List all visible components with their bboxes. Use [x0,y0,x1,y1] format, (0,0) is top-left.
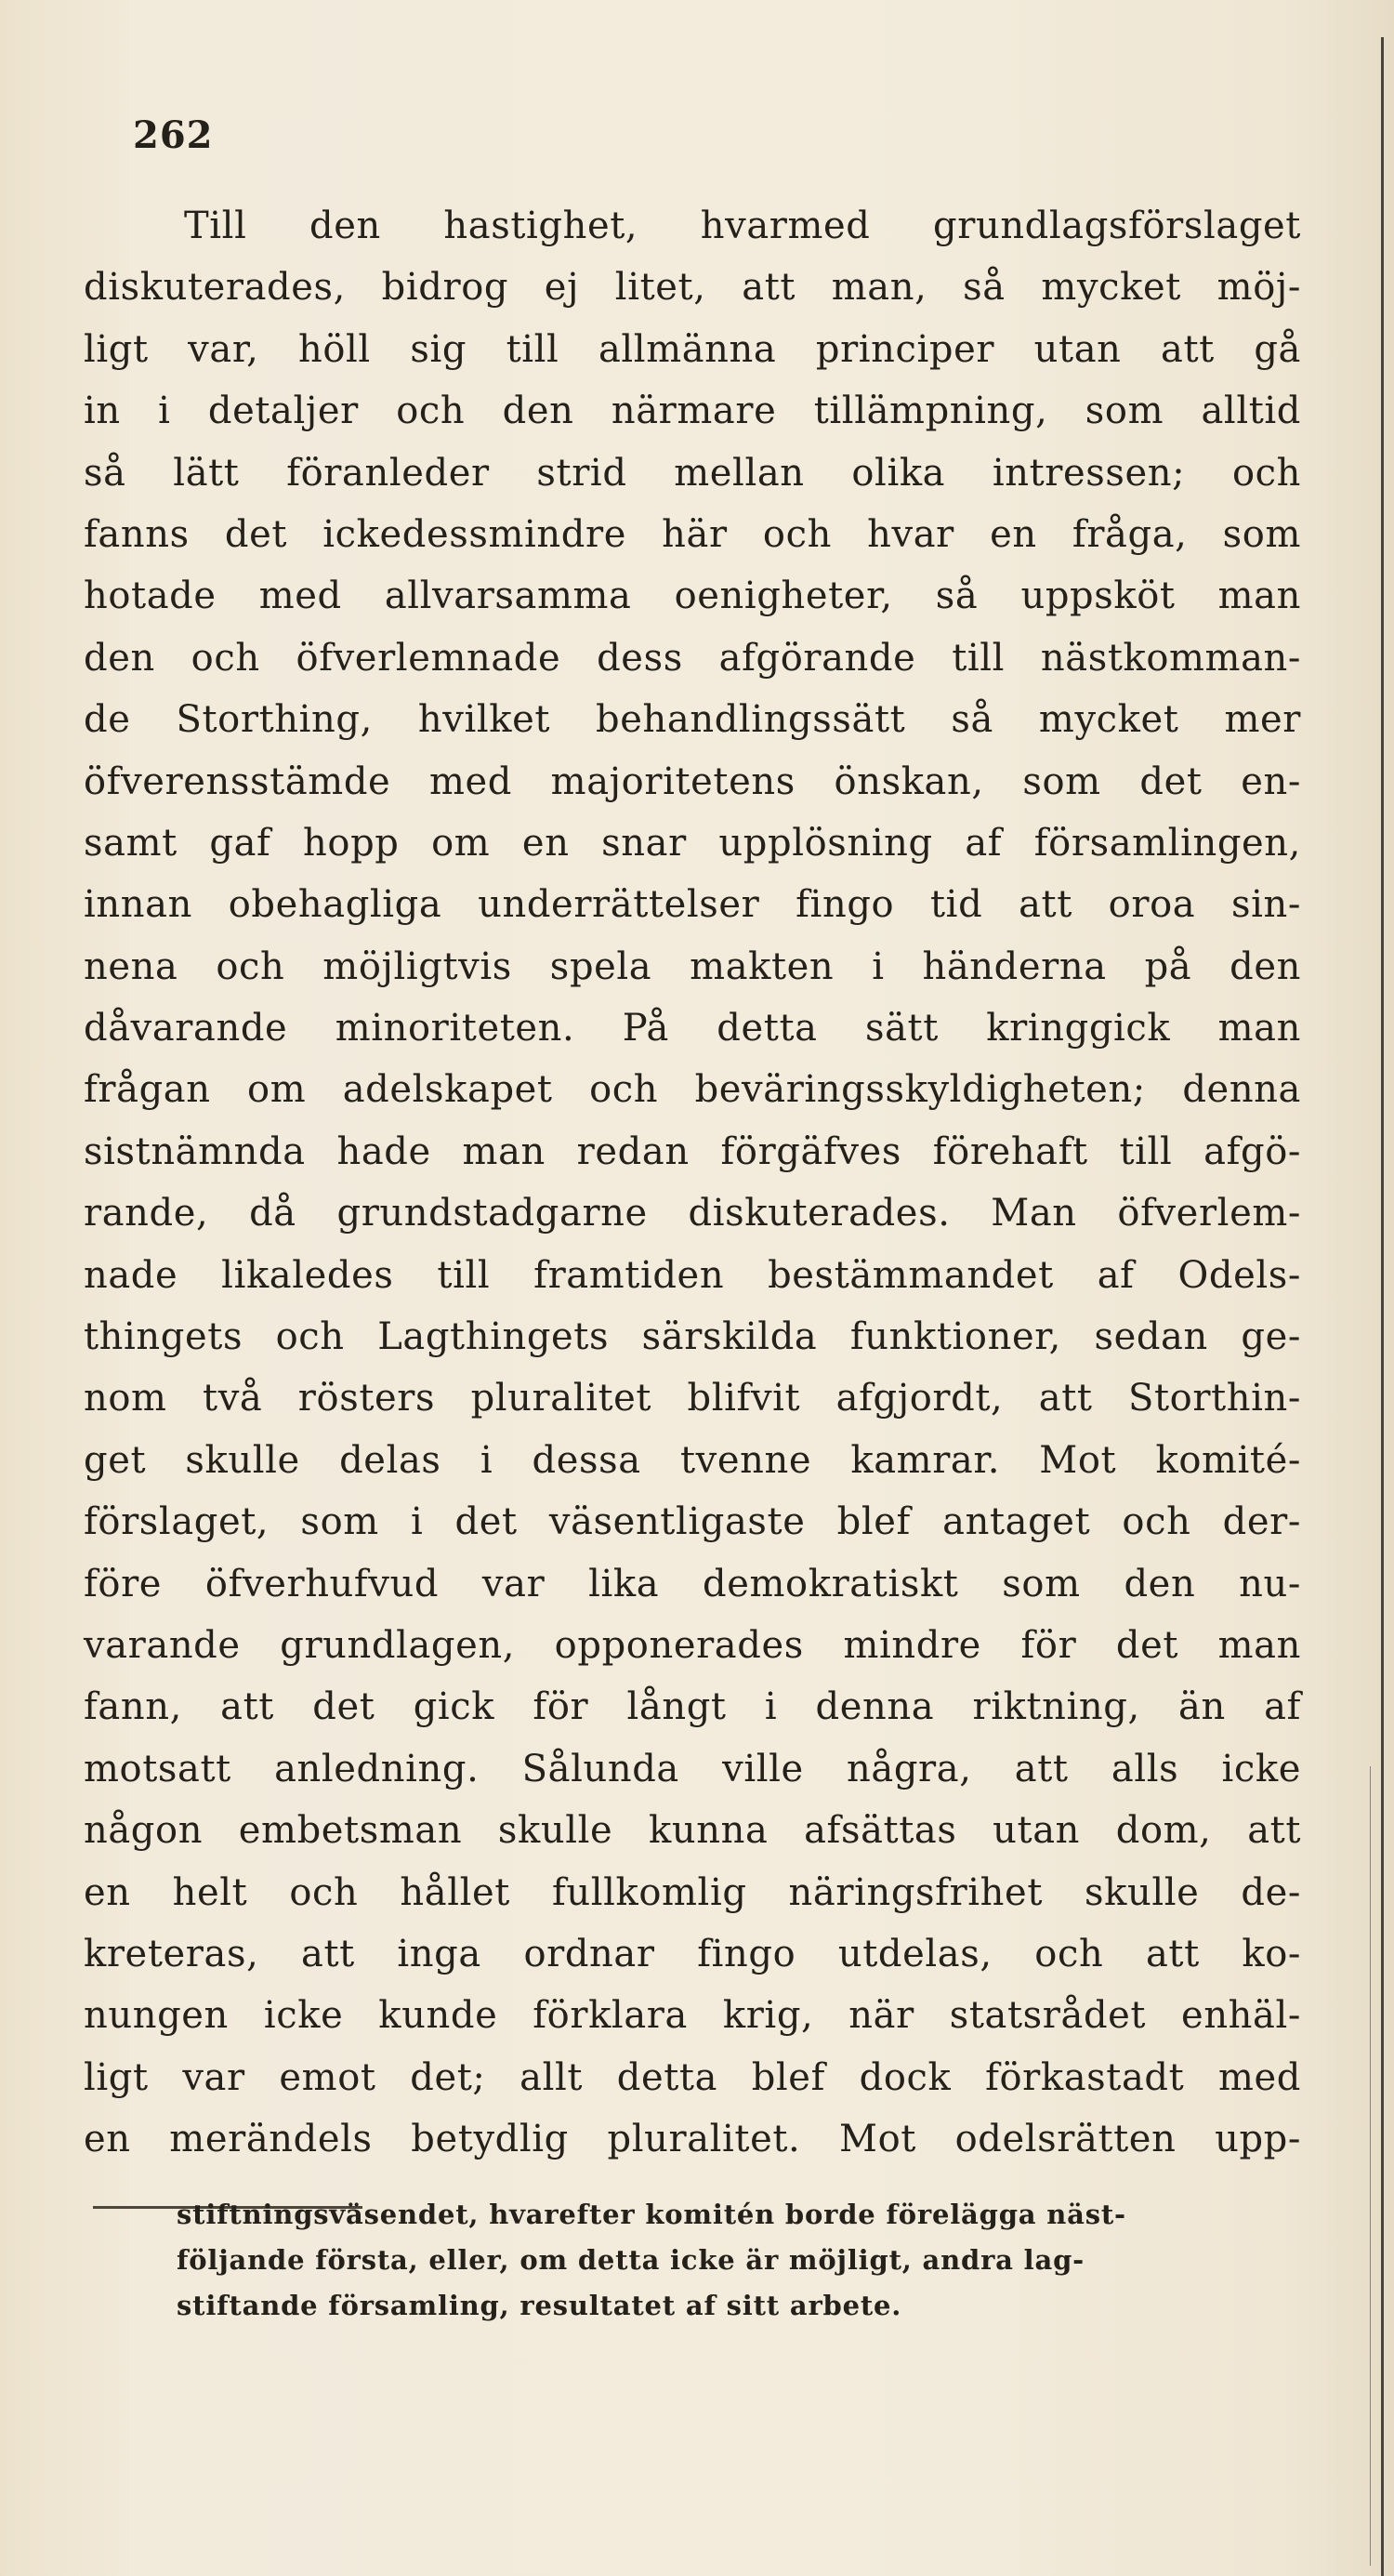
text-line: fann, att det gick för långt i denna riktning, än af [84,1685,1301,1729]
text-line: nungen icke kunde förklara krig, när statsrådet enhäl- [84,1994,1301,2038]
text-line: nade likaledes till framtiden bestämmandet af Odels- [84,1253,1301,1297]
footnote-line: följande första, eller, om detta icke är möjligt, andra lag- [177,2244,1085,2276]
body-text [84,195,1301,2171]
text-line: get skulle delas i dessa tvenne kamrar. Mot komité- [84,1438,1301,1482]
text-line: rande, då grundstadgarne diskuterades. Man öfverlem- [84,1192,1301,1235]
text-line: en merändels betydlig pluralitet. Mot odelsrätten upp- [84,2118,1301,2161]
text-line: motsatt anledning. Sålunda ville några, att alls icke [84,1747,1301,1790]
text-line: Till den hastighet, hvarmed grundlagsförslaget [184,205,1301,247]
text-line: hotade med allvarsamma oenigheter, så uppsköt man [84,575,1301,618]
text-line: så lätt föranleder strid mellan olika intressen; och [84,451,1301,495]
text-line: in i detaljer och den närmare tillämpning, som alltid [84,390,1301,433]
text-line: nom två rösters pluralitet blifvit afgjordt, att Storthin- [84,1377,1301,1420]
page-edge-line [1381,37,1384,2576]
footnote [177,2192,1217,2329]
page-edge-shadow [1370,1766,1371,2566]
text-line: frågan om adelskapet och beväringsskyldigheten; denna [84,1068,1301,1112]
footnote-line: stiftningsväsendet, hvarefter komitén borde förelägga näst- [177,2199,1126,2230]
text-line: varande grundlagen, opponerades mindre för det man [84,1623,1301,1667]
text-line: de Storthing, hvilket behandlingssätt så mycket mer [84,698,1301,742]
text-line: förslaget, som i det väsentligaste blef antaget och der- [84,1500,1301,1544]
text-line: thingets och Lagthingets särskilda funktioner, sedan ge- [84,1315,1301,1359]
text-line: innan obehagliga underrättelser fingo tid att oroa sin- [84,883,1301,927]
text-line: diskuterades, bidrog ej litet, att man, så mycket möj- [84,266,1301,310]
text-line: nena och möjligtvis spela makten i händerna på den [84,945,1301,988]
text-line: fanns det ickedessmindre här och hvar en fråga, som [84,512,1301,556]
text-line: en helt och hållet fullkomlig näringsfrihet skulle de- [84,1870,1301,1914]
text-line: öfverensstämde med majoritetens önskan, som det en- [84,760,1301,803]
text-line: före öfverhufvud var lika demokratiskt som den nu- [84,1562,1301,1605]
text-line: dåvarande minoriteten. På detta sätt kringgick man [84,1007,1301,1050]
page-number: 262 [133,113,214,157]
text-line: kreteras, att inga ordnar fingo utdelas, och att ko- [84,1932,1301,1975]
text-line: den och öfverlemnade dess afgörande till nästkomman- [84,636,1301,680]
text-line: ligt var emot det; allt detta blef dock förkastadt med [84,2055,1301,2099]
text-line: sistnämnda hade man redan förgäfves förehaft till afgö- [84,1129,1301,1173]
text-line: ligt var, höll sig till allmänna principer utan att gå [84,327,1301,371]
footnote-line: stiftande församling, resultatet af sitt arbete. [177,2290,902,2321]
text-line: samt gaf hopp om en snar upplösning af församlingen, [84,821,1301,865]
text-line: någon embetsman skulle kunna afsättas utan dom, att [84,1809,1301,1853]
